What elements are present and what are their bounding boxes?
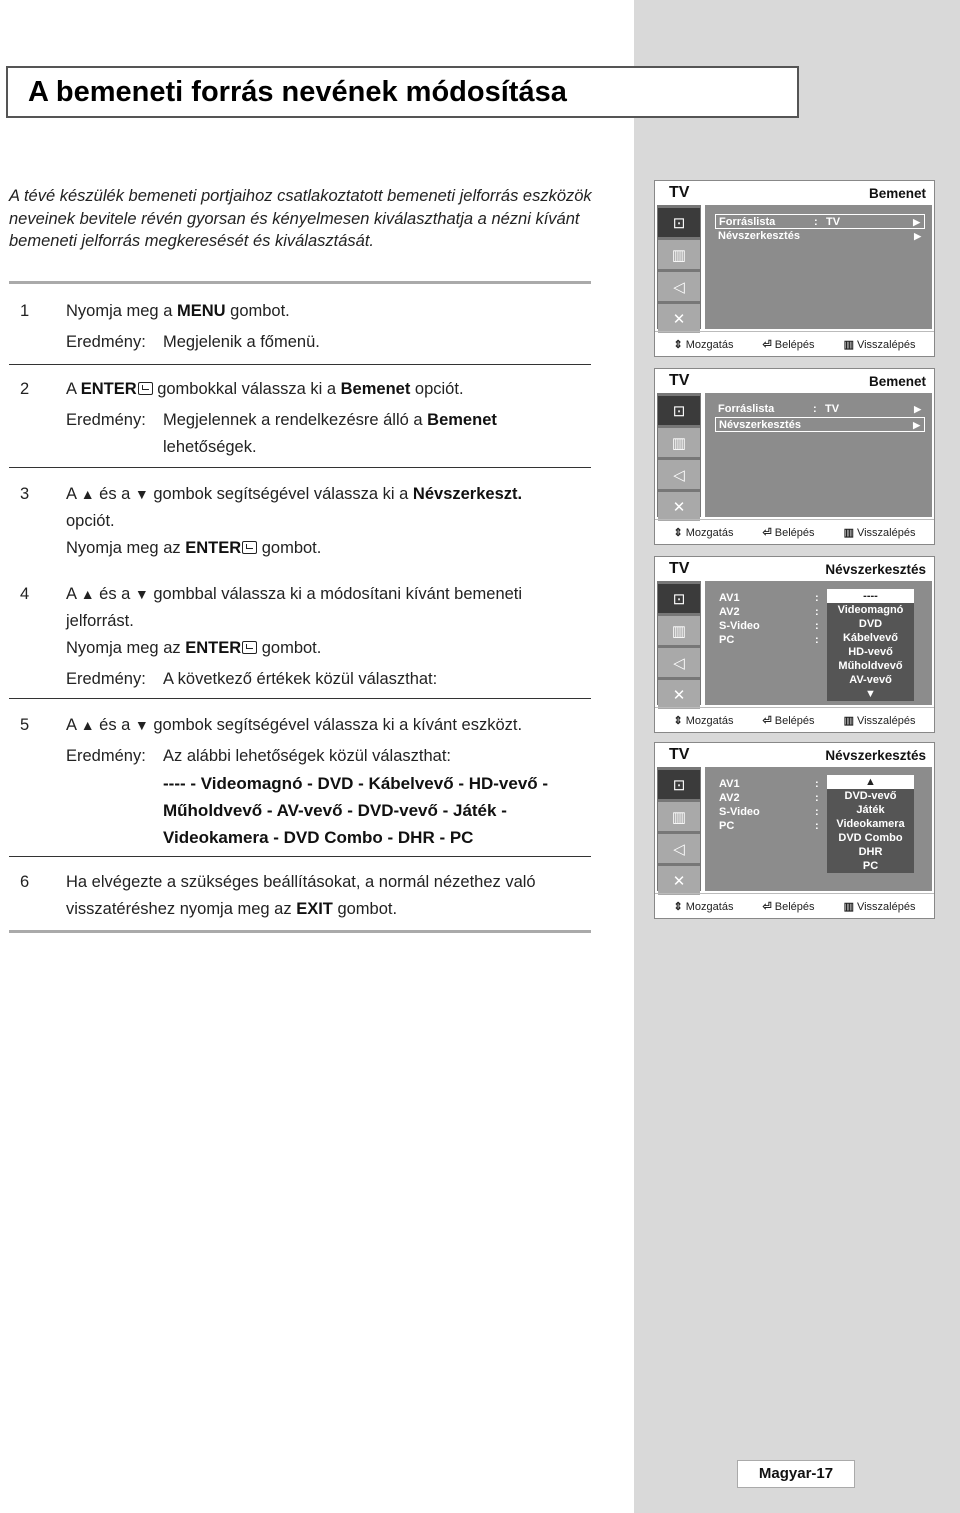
result-part: Az alábbi lehetőségek közül választhat: — [163, 747, 452, 765]
option-item[interactable]: DVD-vevő — [844, 790, 897, 802]
up-arrow-icon: ▲ — [80, 717, 95, 733]
nav-enter-label: Belépés — [774, 527, 815, 539]
osd-menu-area — [705, 393, 932, 517]
result-text: A következő értékek közül választhat: — [163, 670, 438, 688]
option-item[interactable]: DHR — [858, 846, 883, 858]
step-text: jelforrást. — [66, 612, 134, 630]
step-number: 4 — [20, 585, 30, 603]
step-text: és a — [94, 716, 135, 734]
nav-move — [674, 714, 734, 727]
step-number: 5 — [20, 716, 30, 734]
option-item[interactable]: AV-vevő — [849, 674, 892, 686]
colon: : — [815, 792, 819, 804]
result-label: Eredmény: — [66, 333, 146, 351]
step-text: gombbal válassza ki a módosítani kívánt bemeneti — [148, 585, 523, 603]
step-text: gombot. — [257, 639, 322, 657]
result-label: Eredmény: — [66, 411, 146, 429]
title-box — [6, 66, 799, 118]
source-colons — [815, 591, 819, 647]
step-divider — [9, 364, 591, 365]
move-icon: ⇕ — [673, 339, 683, 351]
osd-menu-area — [705, 205, 932, 329]
source-labels — [719, 777, 760, 833]
osd-nav-bar — [655, 893, 934, 919]
osd-title: Bemenet — [868, 373, 926, 389]
osd-nav-bar — [655, 707, 934, 733]
value-list: ---- - Videomagnó - DVD - Kábelvevő - HD-vevő - Műholdvevő - AV-vevő - DVD-vevő - Játék - Videokamera - DVD Combo - DHR - PC — [163, 774, 549, 847]
option-item[interactable]: HD-vevő — [848, 646, 893, 658]
key-bemenet: Bemenet — [340, 380, 411, 398]
nav-back — [844, 526, 916, 539]
right-arrow-icon: ▶ — [913, 420, 920, 430]
result-text: Megjelenik a főmenü. — [163, 333, 320, 351]
osd-tv-label: TV — [669, 184, 690, 201]
nav-enter-label: Belépés — [774, 715, 815, 727]
osd-header — [655, 181, 934, 205]
option-item[interactable]: Kábelvevő — [842, 632, 899, 644]
osd-title: Névszerkesztés — [825, 561, 926, 577]
step-divider — [9, 856, 591, 857]
enter-icon: ⏎ — [762, 715, 772, 727]
step-number: 6 — [20, 873, 30, 891]
osd-tv-label: TV — [669, 746, 690, 763]
osd-menu-area — [705, 767, 932, 891]
row-value: TV — [826, 216, 841, 228]
page-footer: Magyar-17 — [737, 1460, 855, 1488]
option-item[interactable]: DVD — [858, 618, 883, 630]
up-arrow-icon: ▲ — [80, 486, 95, 502]
return-icon: ▥ — [843, 715, 854, 727]
step-text: és a — [94, 485, 135, 503]
channel-icon: ✕ — [658, 680, 700, 709]
picture-icon: ▥ — [658, 240, 700, 269]
osd-panel-bemenet-1 — [654, 180, 935, 357]
picture-icon: ▥ — [658, 802, 700, 831]
nav-move — [674, 900, 734, 913]
row-label: Névszerkesztés — [718, 230, 800, 242]
option-item[interactable]: Videomagnó — [837, 604, 904, 616]
step-text: A — [66, 380, 81, 398]
osd-nav-bar — [655, 331, 934, 357]
osd-title: Névszerkesztés — [825, 747, 926, 763]
step-1 — [9, 298, 599, 356]
osd-tv-label: TV — [669, 560, 690, 577]
nav-move-label: Mozgatás — [685, 715, 734, 727]
enter-icon: ⏎ — [762, 339, 772, 351]
nav-back-label: Visszalépés — [856, 715, 916, 727]
step-text: Ha elvégezte a szükséges beállításokat, a normál nézethez való visszatéréshez nyomja meg az — [66, 873, 536, 918]
input-icon: ⊡ — [658, 584, 700, 613]
colon: : — [815, 806, 819, 818]
osd-header — [655, 557, 934, 581]
nav-enter — [763, 714, 815, 727]
step-text: gombok segítségével válassza ki a kívánt eszközt. — [148, 716, 523, 734]
source-colons — [815, 777, 819, 833]
row-value: TV — [825, 403, 840, 415]
option-item[interactable]: Műholdvevő — [838, 660, 903, 672]
osd-title: Bemenet — [868, 185, 926, 201]
final-divider — [9, 930, 591, 933]
step-2 — [9, 376, 599, 461]
step-text: gombok segítségével válassza ki a — [148, 485, 413, 503]
enter-icon: ⏎ — [762, 527, 772, 539]
page-title: A bemeneti forrás nevének módosítása — [28, 76, 567, 108]
nav-move-label: Mozgatás — [685, 339, 734, 351]
step-number: 1 — [20, 302, 30, 320]
step-5 — [9, 712, 599, 851]
scroll-down-icon[interactable]: ▼ — [865, 688, 876, 700]
key-enter: ENTER — [80, 380, 137, 398]
nav-back — [844, 900, 916, 913]
row-colon: : — [814, 216, 818, 228]
result-key: Bemenet — [427, 411, 497, 429]
colon: : — [815, 620, 819, 632]
label-av1: AV1 — [719, 778, 740, 790]
result-text — [163, 407, 599, 461]
return-icon: ▥ — [843, 527, 854, 539]
move-icon: ⇕ — [673, 901, 683, 913]
input-icon: ⊡ — [658, 208, 700, 237]
step-text: gombot. — [332, 900, 398, 918]
osd-header — [655, 369, 934, 393]
return-icon: ▥ — [843, 901, 854, 913]
step-text: A — [66, 716, 77, 734]
input-icon: ⊡ — [658, 770, 700, 799]
source-labels — [719, 591, 760, 647]
osd-row-nevszerkesztes[interactable] — [715, 417, 925, 432]
step-6 — [9, 869, 599, 923]
label-av2: AV2 — [719, 792, 740, 804]
move-icon: ⇕ — [673, 715, 683, 727]
osd-row-forraslista[interactable] — [715, 402, 925, 417]
result-label: Eredmény: — [66, 670, 146, 688]
step-text: gombot. — [225, 302, 290, 320]
intro-paragraph: A tévé készülék bemeneti portjaihoz csatlakoztatott bemeneti jelforrás eszközök neveinek bevitele révén gyorsan és kényelmesen kiválaszthatja a nézni kívánt bemeneti jelforrás megkeresését és kiválasztását. — [9, 187, 592, 250]
step-text: gombokkal válassza ki a — [152, 380, 341, 398]
label-svideo: S-Video — [719, 620, 760, 632]
row-colon: : — [813, 403, 817, 415]
step-divider — [9, 698, 591, 699]
row-label: Forráslista — [719, 216, 776, 228]
input-icon: ⊡ — [658, 396, 700, 425]
row-label: Névszerkesztés — [719, 419, 801, 431]
step-text: Nyomja meg az — [66, 539, 186, 557]
option-item[interactable]: PC — [862, 860, 879, 872]
osd-row-nevszerkesztes[interactable] — [715, 229, 925, 244]
sound-icon: ◁ — [658, 648, 700, 677]
result-text — [163, 743, 599, 851]
step-text: opciót. — [66, 512, 115, 530]
label-pc: PC — [719, 820, 735, 832]
key-enter: ENTER — [185, 539, 242, 557]
step-text: Nyomja meg az — [66, 639, 186, 657]
colon: : — [815, 778, 819, 790]
nav-move-label: Mozgatás — [685, 901, 734, 913]
down-arrow-icon: ▼ — [134, 586, 149, 602]
step-text: gombot. — [257, 539, 322, 557]
label-av2: AV2 — [719, 606, 740, 618]
right-arrow-icon: ▶ — [913, 217, 920, 227]
enter-icon — [138, 382, 153, 395]
option-item[interactable]: Játék — [856, 804, 885, 816]
channel-icon: ✕ — [658, 866, 700, 895]
nav-move — [674, 338, 734, 351]
enter-icon: ⏎ — [762, 901, 772, 913]
nav-back — [844, 714, 916, 727]
picture-icon: ▥ — [658, 616, 700, 645]
nav-back-label: Visszalépés — [856, 527, 916, 539]
move-icon: ⇕ — [673, 527, 683, 539]
key-exit: EXIT — [296, 900, 333, 918]
osd-tv-label: TV — [669, 372, 690, 389]
right-arrow-icon: ▶ — [914, 404, 921, 414]
nav-back-label: Visszalépés — [856, 901, 916, 913]
osd-nav-bar — [655, 519, 934, 545]
enter-icon — [242, 541, 257, 554]
osd-panel-bemenet-2 — [654, 368, 935, 545]
osd-row-forraslista[interactable] — [715, 214, 925, 229]
down-arrow-icon: ▼ — [134, 717, 149, 733]
nav-enter — [763, 338, 815, 351]
return-icon: ▥ — [843, 339, 854, 351]
result-part: Megjelennek a rendelkezésre álló a — [163, 411, 428, 429]
option-item[interactable]: ---- — [827, 589, 914, 603]
channel-icon: ✕ — [658, 304, 700, 333]
nav-back — [844, 338, 916, 351]
key-nevszerkeszt: Névszerkeszt. — [412, 485, 523, 503]
channel-icon: ✕ — [658, 492, 700, 521]
colon: : — [815, 820, 819, 832]
colon: : — [815, 592, 819, 604]
enter-icon — [242, 641, 257, 654]
nav-enter — [763, 900, 815, 913]
colon: : — [815, 634, 819, 646]
up-arrow-icon: ▲ — [80, 586, 95, 602]
step-text: opciót. — [410, 380, 464, 398]
key-enter: ENTER — [185, 639, 242, 657]
osd-icon-column — [657, 767, 701, 891]
option-item[interactable]: DVD Combo — [838, 832, 903, 844]
label-pc: PC — [719, 634, 735, 646]
nav-move-label: Mozgatás — [685, 527, 734, 539]
sound-icon: ◁ — [658, 834, 700, 863]
result-label: Eredmény: — [66, 747, 146, 765]
step-number: 3 — [20, 485, 30, 503]
step-text: A — [66, 485, 77, 503]
down-arrow-icon: ▼ — [134, 486, 149, 502]
nav-enter — [763, 526, 815, 539]
step-3 — [9, 481, 599, 562]
right-arrow-icon: ▶ — [914, 231, 921, 241]
sound-icon: ◁ — [658, 460, 700, 489]
scroll-up-icon[interactable]: ▲ — [827, 775, 914, 789]
nav-move — [674, 526, 734, 539]
row-label: Forráslista — [718, 403, 775, 415]
sound-icon: ◁ — [658, 272, 700, 301]
osd-menu-area — [705, 581, 932, 705]
intro-divider — [9, 281, 591, 284]
key-menu: MENU — [176, 302, 226, 320]
osd-panel-nevszerkesztes-2 — [654, 742, 935, 919]
nav-back-label: Visszalépés — [856, 339, 916, 351]
label-svideo: S-Video — [719, 806, 760, 818]
result-part: lehetőségek. — [163, 438, 257, 456]
osd-panel-nevszerkesztes-1 — [654, 556, 935, 733]
step-text: és a — [94, 585, 135, 603]
osd-icon-column — [657, 205, 701, 329]
step-4 — [9, 581, 599, 693]
nav-enter-label: Belépés — [774, 339, 815, 351]
nav-enter-label: Belépés — [774, 901, 815, 913]
osd-icon-column — [657, 581, 701, 705]
step-text: Nyomja meg a — [66, 302, 177, 320]
option-item[interactable]: Videokamera — [836, 818, 905, 830]
colon: : — [815, 606, 819, 618]
step-text: A — [66, 585, 77, 603]
option-dropdown — [827, 775, 914, 873]
picture-icon: ▥ — [658, 428, 700, 457]
osd-icon-column — [657, 393, 701, 517]
label-av1: AV1 — [719, 592, 740, 604]
option-dropdown — [827, 589, 914, 701]
step-number: 2 — [20, 380, 30, 398]
osd-header — [655, 743, 934, 767]
step-divider — [9, 467, 591, 468]
